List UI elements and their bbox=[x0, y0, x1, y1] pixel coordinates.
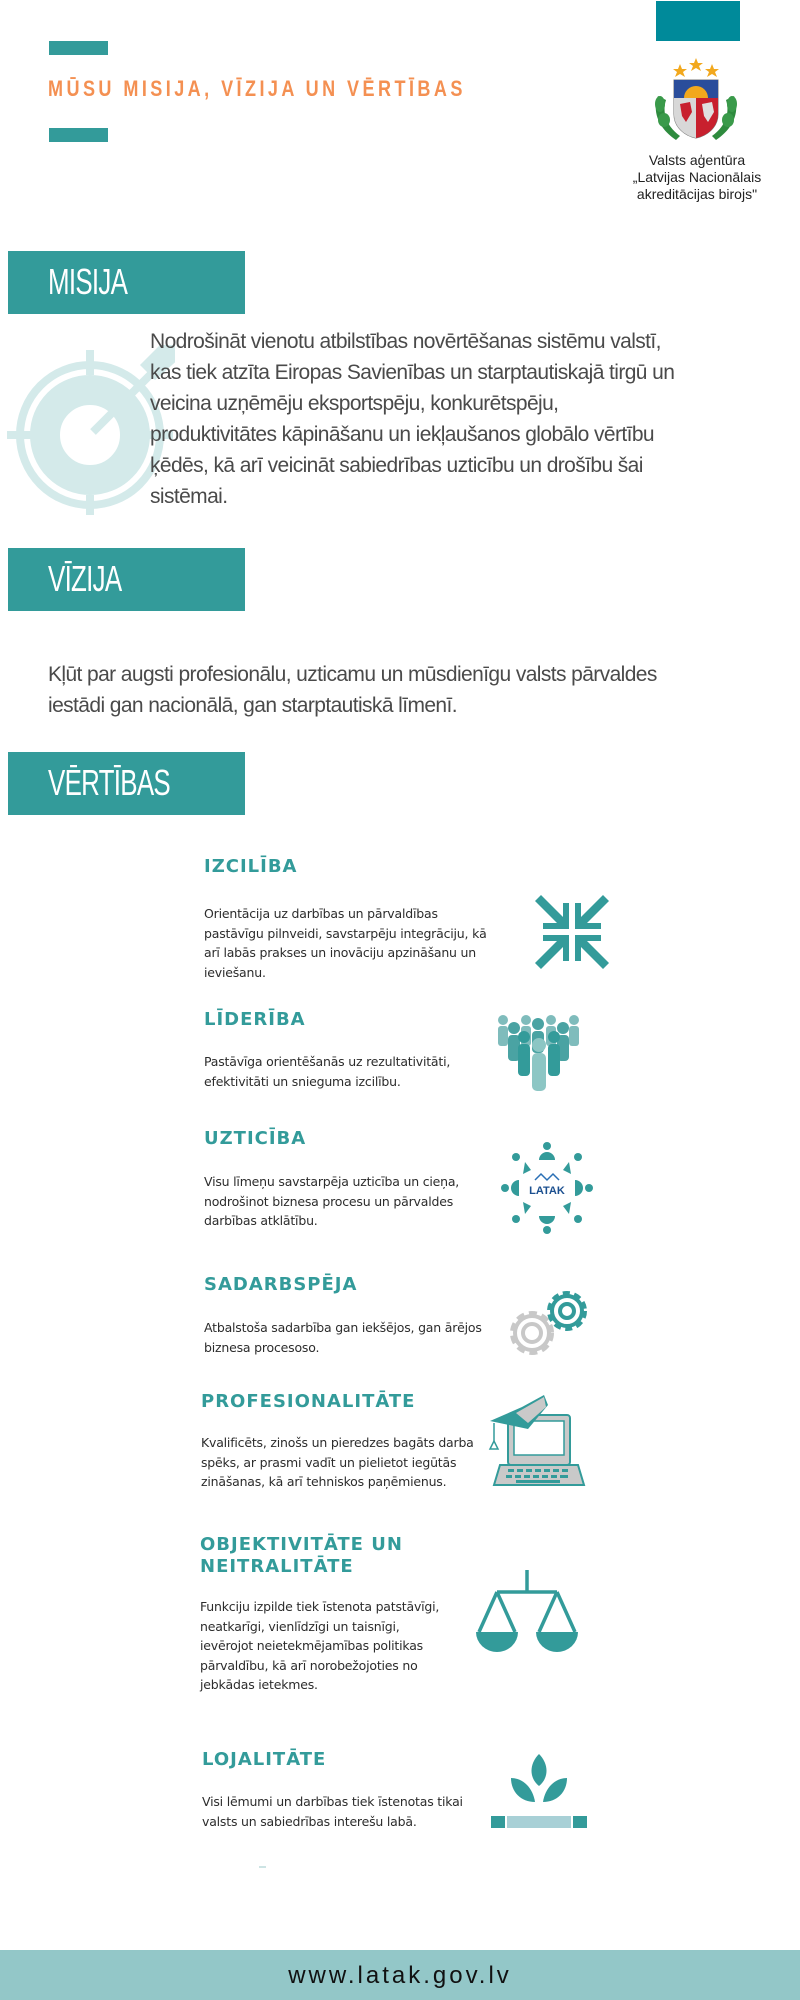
logo-color-block bbox=[656, 1, 740, 41]
values-heading-label: VĒRTĪBAS bbox=[48, 762, 170, 803]
value-line: jebkādas ietekmes. bbox=[200, 1677, 318, 1692]
value-line: pastāvīgu pilnveidi, savstarpēju integrāciju, kā bbox=[204, 925, 487, 941]
value-line: Pastāvīga orientēšanās uz rezultativitāti, bbox=[204, 1054, 451, 1069]
value-line: neatkarīgi, vienlīdzīgi un taisnīgi, bbox=[200, 1618, 400, 1634]
vision-line: Kļūt par augsti profesionālu, uzticamu un mūsdienīgu valsts pārvaldes bbox=[48, 663, 657, 686]
mission-line: veicina uzņēmēju eksportspēju, konkurētspēju, bbox=[150, 392, 559, 415]
value-line: Kvalificēts, zinošs un pieredzes bagāts darba bbox=[201, 1435, 474, 1450]
people-group-icon bbox=[496, 1014, 586, 1094]
value-line: efektivitāti un snieguma izcilību. bbox=[204, 1073, 401, 1089]
agency-line: „Latvijas Nacionālais bbox=[632, 169, 762, 185]
value-line: Funkciju izpilde tiek īstenota patstāvīgi, bbox=[200, 1599, 440, 1614]
vision-heading-label: VĪZIJA bbox=[48, 558, 122, 599]
value-desc-profesionalitate bbox=[201, 1433, 474, 1492]
gears-icon bbox=[502, 1289, 594, 1363]
value-line: valsts un sabiedrības interešu labā. bbox=[202, 1813, 417, 1829]
value-title-line: NEITRALITĀTE bbox=[200, 1556, 354, 1577]
graduation-laptop-icon bbox=[488, 1393, 588, 1489]
value-title-lideriba: LĪDERĪBA bbox=[204, 1009, 306, 1030]
vision-line: iestādi gan nacionālā, gan starptautiskā līmenī. bbox=[48, 694, 457, 717]
value-desc-objektivitate bbox=[200, 1597, 439, 1695]
value-desc-lideriba bbox=[204, 1052, 450, 1091]
value-title-izciliba: IZCILĪBA bbox=[204, 856, 298, 877]
coat-of-arms-icon bbox=[650, 56, 742, 146]
mission-text bbox=[150, 326, 750, 512]
value-desc-izciliba bbox=[204, 904, 487, 982]
value-line: pārvaldību, kā arī norobežojoties no bbox=[200, 1657, 418, 1673]
value-line: Orientācija uz darbības un pārvaldības bbox=[204, 906, 438, 921]
value-line: spēks, ar prasmi vadīt un pielietot iegūtās bbox=[201, 1454, 457, 1470]
value-line: zināšanas, kā arī tehniskos paņēmienus. bbox=[201, 1474, 447, 1489]
latak-circle-icon bbox=[499, 1140, 595, 1236]
value-line: ieviešanu. bbox=[204, 964, 266, 980]
agency-line: Valsts aģentūra bbox=[648, 152, 746, 168]
mission-line: ķēdēs, kā arī veicināt sabiedrības uzticību un drošību šai bbox=[150, 454, 643, 477]
mission-line: produktivitātes kāpināšanu un iekļaušanos globālo vērtību bbox=[150, 423, 654, 446]
value-line: nodrošinot biznesa procesu un pārvaldes bbox=[204, 1193, 454, 1209]
mission-line: sistēmai. bbox=[150, 485, 228, 508]
value-title-sadarbspeja: SADARBSPĒJA bbox=[204, 1274, 358, 1295]
decor-bar-top bbox=[49, 41, 108, 55]
vision-heading bbox=[8, 548, 245, 611]
decor-bar-bottom bbox=[49, 128, 108, 142]
scales-icon bbox=[476, 1568, 578, 1656]
value-line: darbības atklātību. bbox=[204, 1213, 318, 1228]
value-title-objektivitate bbox=[200, 1534, 403, 1578]
value-line: Visi lēmumi un darbības tiek īstenotas tikai bbox=[202, 1794, 463, 1809]
values-heading bbox=[8, 752, 245, 815]
sprout-icon bbox=[491, 1752, 587, 1830]
footer-url-link[interactable]: www.latak.gov.lv bbox=[288, 1962, 512, 1989]
value-desc-lojalitate bbox=[202, 1792, 463, 1831]
value-title-line: OBJEKTIVITĀTE UN bbox=[200, 1534, 403, 1555]
footer bbox=[0, 1950, 800, 2000]
decor-dash bbox=[259, 1866, 266, 1868]
value-line: Atbalstoša sadarbība gan iekšējos, gan ārējos bbox=[204, 1320, 482, 1335]
vision-text bbox=[48, 659, 768, 721]
agency-line: akreditācijas birojs" bbox=[636, 186, 758, 202]
latak-logo-text: LATAK bbox=[529, 1185, 565, 1197]
mission-heading-label: MISIJA bbox=[48, 261, 128, 302]
agency-name bbox=[612, 152, 782, 203]
value-line: arī labās prakses un inovāciju apzināšanu un bbox=[204, 945, 476, 960]
value-line: ievērojot neietekmējamības politikas bbox=[200, 1638, 423, 1653]
mission-line: Nodrošināt vienotu atbilstības novērtēšanas sistēmu valstī, bbox=[150, 330, 661, 353]
mission-line: kas tiek atzīta Eiropas Savienības un starptautiskajā tirgū un bbox=[150, 361, 675, 384]
value-line: biznesa procesoso. bbox=[204, 1339, 320, 1355]
arrows-inward-icon bbox=[533, 893, 611, 971]
page-title: MŪSU MISIJA, VĪZIJA UN VĒRTĪBAS bbox=[48, 76, 466, 101]
value-desc-sadarbspeja bbox=[204, 1318, 482, 1357]
value-title-profesionalitate: PROFESIONALITĀTE bbox=[201, 1391, 416, 1412]
mission-heading bbox=[8, 251, 245, 314]
value-desc-uzticiba bbox=[204, 1172, 459, 1231]
value-title-uzticiba: UZTICĪBA bbox=[204, 1128, 307, 1149]
value-title-lojalitate: LOJALITĀTE bbox=[202, 1749, 327, 1770]
value-line: Visu līmeņu savstarpēja uzticība un cieņa, bbox=[204, 1174, 460, 1189]
